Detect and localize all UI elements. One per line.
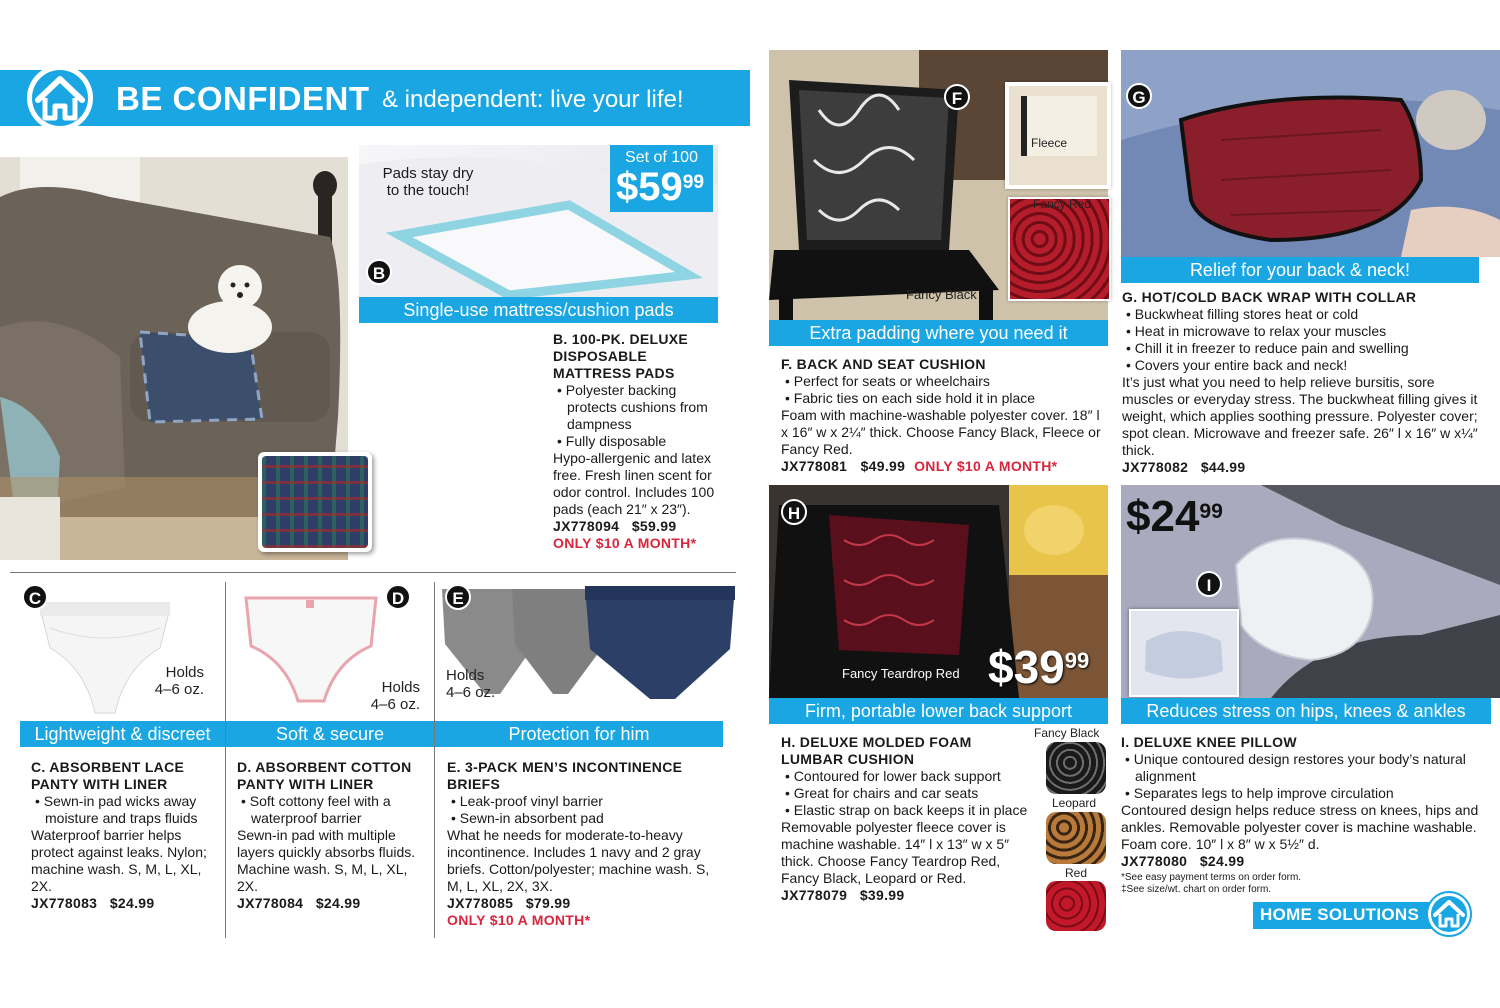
badge-g: G xyxy=(1126,83,1152,109)
band-e: Protection for him xyxy=(435,721,723,747)
plaid-pad-swatch xyxy=(258,452,372,552)
knee-pillow-inset xyxy=(1129,609,1239,697)
product-b-text xyxy=(553,331,728,552)
product-f-sku-price: JX778081 $49.99 ONLY $10 A MONTH* xyxy=(781,458,1058,474)
badge-h: H xyxy=(781,499,807,525)
band-h: Firm, portable lower back support xyxy=(769,698,1108,724)
fancy-teardrop-label: Fancy Teardrop Red xyxy=(842,666,960,681)
fancy-red-swatch xyxy=(1008,197,1111,301)
product-g-desc: It’s just what you need to help relieve bursitis, sore muscles or everyday stress. The buckwheat filling gives it weight, which applies soothing pressure. Polyester cover; spot clean. Microwave and freezer safe. 26″ l x 16″ w x¼″ thick. xyxy=(1122,374,1478,458)
product-b-monthly: ONLY $10 A MONTH* xyxy=(553,535,697,551)
product-c-desc: Waterproof barrier helps protect against leaks. Nylon; machine wash. S, M, L, XL, 2X. xyxy=(31,827,207,894)
set-label: Set of 100 xyxy=(625,149,698,166)
product-c-sku-price: JX778083 $24.99 xyxy=(31,895,155,911)
product-c-title: C. ABSORBENT LACE PANTY WITH LINER xyxy=(31,759,185,792)
swatch-fancy-black xyxy=(1046,742,1106,794)
product-b-bullet-1: • Polyester backing protects cushions from dampness xyxy=(557,382,708,432)
swatch-leopard xyxy=(1046,812,1106,864)
product-i-sku-price: JX778080 $24.99 xyxy=(1121,853,1245,869)
product-h-bullet-2: • Great for chairs and car seats xyxy=(785,785,979,801)
product-d-text xyxy=(237,759,425,912)
product-f-bullet-1: • Perfect for seats or wheelchairs xyxy=(785,373,990,389)
product-f-bullet-2: • Fabric ties on each side hold it in place xyxy=(785,390,1036,406)
set-price: $\$59^{99}$ xyxy=(616,165,705,209)
badge-c: C xyxy=(22,584,48,610)
holds-e: Holds 4–6 oz. xyxy=(446,667,496,701)
product-h-text xyxy=(781,734,1031,904)
holds-c: Holds 4–6 oz. xyxy=(154,664,204,698)
home-solutions-label: HOME SOLUTIONS xyxy=(1260,905,1420,924)
fancy-red-label: Fancy Red xyxy=(1033,197,1092,211)
product-f-title: F. BACK AND SEAT CUSHION xyxy=(781,356,986,372)
product-e-title: E. 3-PACK MEN’S INCONTINENCE BRIEFS xyxy=(447,759,683,792)
badge-e: E xyxy=(445,584,471,610)
product-h-bullet-3: • Elastic strap on back keeps it in place xyxy=(785,802,1028,818)
divider xyxy=(434,582,435,938)
page-title: BE CONFIDENT xyxy=(116,80,370,117)
product-d-desc: Sewn-in pad with multiple layers quickly absorbs fluids. Machine wash. S, M, L, XL, 2X. xyxy=(237,827,416,894)
product-i-bullet-2: • Separates legs to help improve circulation xyxy=(1125,785,1394,801)
badge-f: F xyxy=(944,84,970,110)
product-d-bullet-1: • Soft cottony feel with a waterproof barrier xyxy=(241,793,391,826)
product-b-desc: Hypo-allergenic and latex free. Fresh linen scent for odor control. Includes 100 pads (each 21″ x 23″). xyxy=(553,450,715,517)
product-b-sku-price: JX778094 $59.99 xyxy=(553,518,677,534)
product-g-bullet-3: • Chill it in freezer to reduce pain and swelling xyxy=(1126,340,1409,356)
band-b: Single-use mattress/cushion pads xyxy=(359,297,718,323)
footnote-2: ‡See size/wt. chart on order form. xyxy=(1121,884,1272,895)
product-e-desc: What he needs for moderate-to-heavy incontinence. Includes 1 navy and 2 gray briefs. Cotton/polyester; machine wash. S, M, L, XL, 2X, 3X. xyxy=(447,827,710,894)
product-e-sku-price: JX778085 $79.99 xyxy=(447,895,571,911)
product-d-title: D. ABSORBENT COTTON PANTY WITH LINER xyxy=(237,759,412,792)
badge-b: B xyxy=(366,259,392,285)
product-g-text xyxy=(1122,289,1480,476)
swatch-red xyxy=(1046,881,1106,931)
band-d: Soft & secure xyxy=(226,721,434,747)
house-icon xyxy=(24,64,96,132)
product-f-text xyxy=(781,356,1106,476)
page-subtitle: & independent: live your life! xyxy=(382,86,684,113)
band-g: Relief for your back & neck! xyxy=(1121,257,1479,283)
product-c-bullet-1: • Sewn-in pad wicks away moisture and traps fluids xyxy=(35,793,198,826)
product-h-bullet-1: • Contoured for lower back support xyxy=(785,768,1001,784)
holds-d: Holds 4–6 oz. xyxy=(370,679,420,713)
product-i-desc: Contoured design helps reduce stress on knees, hips and ankles. Removable polyester cover is machine washable. Foam core. 10″ l x 8″ w x 5½″ d. xyxy=(1121,802,1479,852)
product-i-text xyxy=(1121,734,1483,896)
product-g-title: G. HOT/COLD BACK WRAP WITH COLLAR xyxy=(1122,289,1417,305)
set-price-box xyxy=(610,145,713,212)
swatch-label-fancy-black: Fancy Black xyxy=(1034,726,1100,740)
product-b-title: B. 100-PK. DELUXE DISPOSABLE MATTRESS PADS xyxy=(553,331,689,381)
product-h-title: H. DELUXE MOLDED FOAM LUMBAR CUSHION xyxy=(781,734,972,767)
band-f: Extra padding where you need it xyxy=(769,320,1108,346)
swatch-label-leopard: Leopard xyxy=(1052,796,1097,810)
band-c: Lightweight & discreet xyxy=(20,721,225,747)
swatch-label-red: Red xyxy=(1065,866,1088,880)
footnote-1: *See easy payment terms on order form. xyxy=(1121,872,1302,883)
lace-panty-photo xyxy=(30,588,180,718)
fleece-label: Fleece xyxy=(1031,136,1068,150)
product-f-desc: Foam with machine-washable polyester cover. 18″ l x 16″ w x 2¼″ thick. Choose Fancy Black, Fleece or Fancy Red. xyxy=(781,407,1101,457)
product-h-sku-price: JX778079 $39.99 xyxy=(781,887,905,903)
divider xyxy=(10,572,736,573)
product-d-sku-price: JX778084 $24.99 xyxy=(237,895,361,911)
product-i-bullet-1: • Unique contoured design restores your body’s natural alignment xyxy=(1125,751,1466,784)
product-e-bullet-2: • Sewn-in absorbent pad xyxy=(451,810,604,826)
house-icon xyxy=(1426,891,1472,937)
product-e-text xyxy=(447,759,722,929)
mattress-pad-callout: Pads stay dry to the touch! xyxy=(382,165,474,199)
product-i-title: I. DELUXE KNEE PILLOW xyxy=(1121,734,1297,750)
knee-pillow-price: $\$24^{99}$ xyxy=(1126,492,1223,541)
product-b-bullet-2: • Fully disposable xyxy=(557,433,667,449)
product-g-bullet-1: • Buckwheat filling stores heat or cold xyxy=(1126,306,1359,322)
product-h-desc: Removable polyester fleece cover is machine washable. 14″ l x 13″ w x 5″ thick. Choose Fancy Teardrop Red, Fancy Black, Leopard or Red. xyxy=(781,819,1010,886)
product-g-bullet-2: • Heat in microwave to relax your muscles xyxy=(1126,323,1387,339)
product-g-sku-price: JX778082 $44.99 xyxy=(1122,459,1246,475)
divider xyxy=(225,582,226,938)
product-e-monthly: ONLY $10 A MONTH* xyxy=(447,912,591,928)
band-i: Reduces stress on hips, knees & ankles xyxy=(1121,698,1491,724)
product-g-bullet-4: • Covers your entire back and neck! xyxy=(1126,357,1348,373)
back-wrap-photo xyxy=(1121,50,1500,257)
badge-d: D xyxy=(385,584,411,610)
product-e-bullet-1: • Leak-proof vinyl barrier xyxy=(451,793,603,809)
badge-i: I xyxy=(1196,571,1222,597)
fancy-black-label: Fancy Black xyxy=(906,287,977,302)
lumbar-price: $\$39^{99}$ xyxy=(988,641,1090,693)
product-c-text xyxy=(31,759,216,912)
